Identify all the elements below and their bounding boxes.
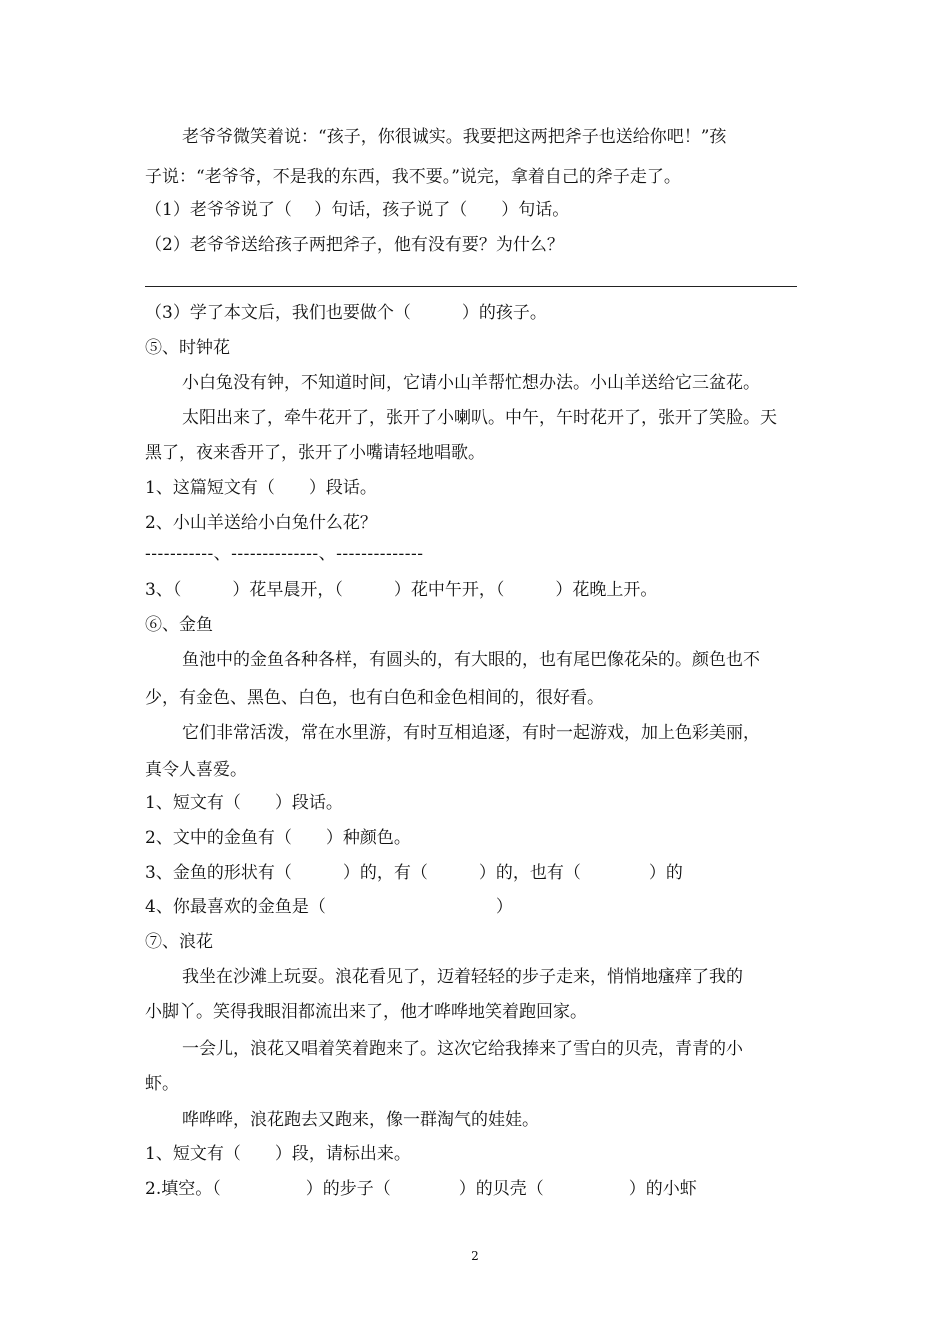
question-line: （3）学了本文后，我们也要做个（ ）的孩子。 [145,303,547,323]
text-line: 真令人喜爱。 [145,760,247,780]
section-title: ⑤、时钟花 [145,338,230,358]
text-line: 哗哗哗，浪花跑去又跑来，像一群淘气的娃娃。 [182,1110,539,1130]
answer-rule [145,286,797,287]
section-title: ⑥、金鱼 [145,615,213,635]
text-line: 虾。 [145,1074,179,1094]
text-line: 小脚丫。笑得我眼泪都流出来了，他才哗哗地笑着跑回家。 [145,1002,587,1022]
question-line: 1、短文有（ ）段，请标出来。 [145,1144,411,1164]
question-line: 3、（ ）花早晨开，（ ）花中午开，（ ）花晚上开。 [145,580,658,600]
text-line: 老爷爷微笑着说：“孩子，你很诚实。我要把这两把斧子也送给你吧！”孩 [182,127,727,147]
text-line: 太阳出来了，牵牛花开了，张开了小喇叭。中午，午时花开了，张开了笑脸。天 [182,408,777,428]
question-line: （2）老爷爷送给孩子两把斧子，他有没有要？为什么？ [145,235,564,255]
text-line: 子说：“老爷爷，不是我的东西，我不要。”说完，拿着自己的斧子走了。 [145,167,681,187]
section-title: ⑦、浪花 [145,932,213,952]
question-line: 2.填空。（ ）的步子（ ）的贝壳（ ）的小虾 [145,1179,697,1199]
text-line: 我坐在沙滩上玩耍。浪花看见了，迈着轻轻的步子走来，悄悄地瘙痒了我的 [182,967,743,987]
question-line: 4、你最喜欢的金鱼是（ ） [145,897,513,917]
question-line: 1、这篇短文有（ ）段话。 [145,478,377,498]
question-line: 2、小山羊送给小白兔什么花？ [145,513,377,533]
text-line: 它们非常活泼，常在水里游，有时互相追逐，有时一起游戏，加上色彩美丽， [182,723,760,743]
question-line: 3、金鱼的形状有（ ）的，有（ ）的，也有（ ）的 [145,863,683,883]
answer-dashes: -----------、--------------、-------------- [145,544,424,564]
text-line: 少，有金色、黑色、白色，也有白色和金色相间的，很好看。 [145,688,604,708]
text-line: 一会儿，浪花又唱着笑着跑来了。这次它给我捧来了雪白的贝壳，青青的小 [182,1039,743,1059]
question-line: 1、短文有（ ）段话。 [145,793,343,813]
question-line: 2、文中的金鱼有（ ）种颜色。 [145,828,411,848]
text-line: 小白兔没有钟，不知道时间，它请小山羊帮忙想办法。小山羊送给它三盆花。 [182,373,760,393]
question-line: （1）老爷爷说了（ ）句话，孩子说了（ ）句话。 [145,200,570,220]
page-number: 2 [471,1249,479,1263]
text-line: 黑了，夜来香开了，张开了小嘴请轻地唱歌。 [145,443,485,463]
text-line: 鱼池中的金鱼各种各样，有圆头的，有大眼的，也有尾巴像花朵的。颜色也不 [182,650,760,670]
